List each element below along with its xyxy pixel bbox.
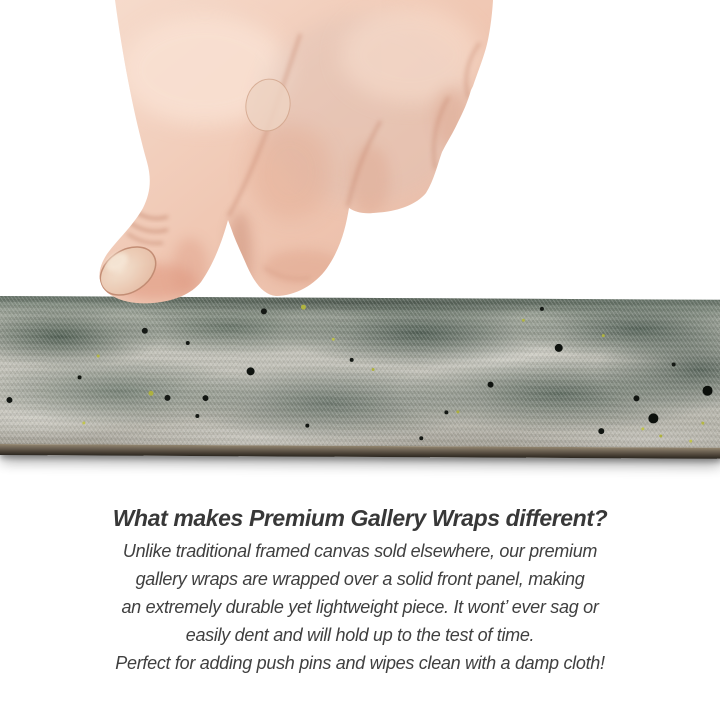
palm-fold-shade bbox=[248, 124, 332, 220]
fingertip-shade bbox=[263, 250, 343, 286]
gap-shadow bbox=[228, 211, 252, 295]
caption-line: Perfect for adding push pins and wipes clean with a damp cloth! bbox=[115, 653, 605, 673]
knuckle-highlight bbox=[340, 7, 480, 103]
caption-line: Unlike traditional framed canvas sold elsewhere, our premium bbox=[122, 541, 598, 561]
caption-line: easily dent and will hold up to the test of time. bbox=[185, 625, 535, 645]
caption bbox=[0, 503, 720, 677]
caption-heading: What makes Premium Gallery Wraps different? bbox=[112, 505, 608, 531]
caption-line: an extremely durable yet lightweight piece. It wont’ ever sag or bbox=[121, 597, 599, 617]
hand-photo bbox=[55, 0, 505, 310]
canvas-texture bbox=[0, 296, 720, 448]
canvas-edge-strip bbox=[0, 296, 720, 459]
thumb-side-shade bbox=[172, 238, 208, 298]
caption-line: gallery wraps are wrapped over a solid front panel, making bbox=[135, 569, 585, 589]
